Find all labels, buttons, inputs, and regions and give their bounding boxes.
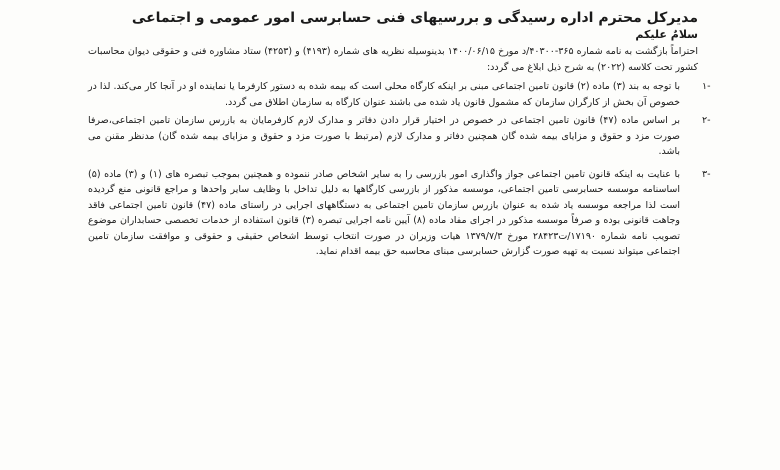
- recipient-heading: مدیرکل محترم اداره رسیدگی و بررسیهای فنی حسابرسی امور عمومی و اجتماعی: [131, 10, 698, 26]
- letter-body: [88, 10, 711, 260]
- item-text: بر اساس ماده (۴۷) قانون تامین اجتماعی در خصوص در اختیار قرار دادن دفاتر و مدارک لازم کارفرمایان به بازرس سازمان تامین اجتماعی،صرفا صورت مزد و حقوق و مزایای بیمه شده گان همچنین دفاتر و مدارک لازم (مرتبط با صورت مزد و حقوق و مزایای بیمه شده گان) مدنظر مقنن می باشد.: [88, 115, 680, 157]
- item-text: با عنایت به اینکه قانون تامین اجتماعی جواز واگذاری امور بازرسی را به سایر اشخاص صادر ننموده و همچنین بموجب تبصره های (۱) و (۳) ماده (۵) اساسنامه موسسه حسابرسی تامین اجتماعی، موسسه مذکور از بازرسی کارگاهها به دلیل تداخل با وظایف سایر واحدها و مراجع قانونی منع گردیده است لذا مراجعه موسسه یاد شده به عنوان بازرس سازمان تامین اجتماعی به دستگاههای اجرایی در راستای ماده (۴۷) قانون تامین اجتماعی فاقد وجاهت قانونی بوده و صرفاً موسسه مذکور در اجرای مفاد ماده (۸) آیین نامه اجرایی تبصره (۳) قانون استفاده از خدمات تخصصی حسابداران موضوع تصویب نامه شماره ۱۷۱۹۰/ت۲۸۴۲۳ مورخ ۱۳۷۹/۷/۳ هیات وزیران در صورت انتخاب توسط اشخاص حقیقی و حقوقی و موافقت سازمان تامین اجتماعی میتواند نسبت به تهیه صورت گزارش حسابرسی مبنای محاسبه حق بیمه اقدام نماید.: [88, 168, 680, 257]
- numbered-item: [88, 167, 711, 260]
- numbered-item: [88, 79, 711, 110]
- numbered-item: [88, 113, 711, 160]
- item-number: ۱-: [702, 81, 711, 92]
- intro-paragraph: احتراماً بازگشت به نامه شماره ۳۶۵-۴۰۳۰۰/د مورخ ۱۴۰۰/۰۶/۱۵ بدینوسیله نظریه های شماره (۴۱۹۳) و (۴۲۵۳) ستاد مشاوره فنی و حقوقی دیوان محاسبات کشور تحت کلاسه (۲۰۲۲) به شرح ذیل ابلاغ می گردد:: [88, 46, 699, 73]
- item-number: ۳-: [702, 168, 711, 180]
- salutation: سلامٌ علیکم: [635, 28, 698, 41]
- item-text: با توجه به بند (۳) ماده (۲) قانون تامین اجتماعی مبنی بر اینکه کارگاه محلی است که بیمه شده به دستور کارفرما یا نماینده او در آنجا کار می‌کند. لذا در خصوص آن بخش از کارگران سازمان که مشمول قانون یاد شده می باشند عنوان کارگاه به سازمان اطلاق می گردد.: [88, 81, 680, 108]
- item-number: ۲-: [702, 115, 711, 126]
